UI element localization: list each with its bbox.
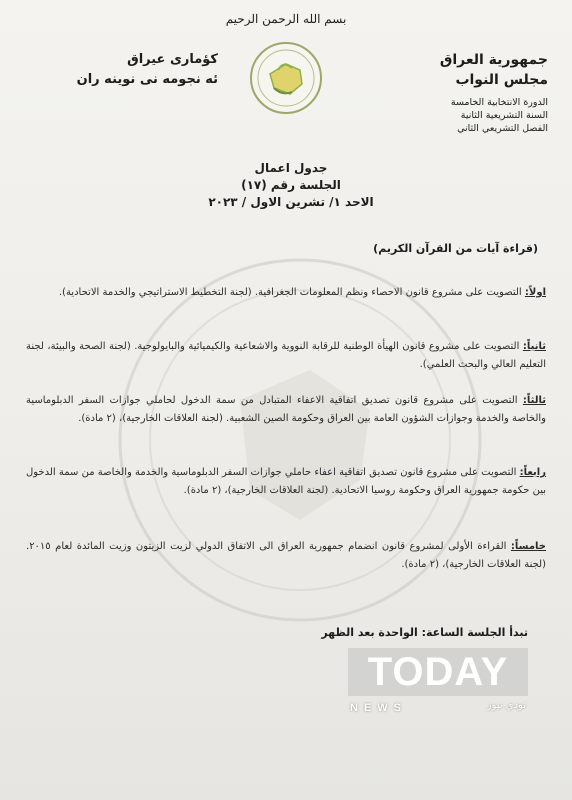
- kurdish-country-name: كؤمارى عيراق: [127, 52, 218, 67]
- legislative-chapter: الفصل التشريعي الثاني: [457, 123, 548, 134]
- header-right: [348, 50, 548, 135]
- today-news-tag: NEWS: [350, 702, 407, 714]
- electoral-term: الدورة الانتخابية الخامسة: [450, 97, 548, 108]
- bismillah: بسم الله الرحمن الرحيم: [225, 12, 347, 26]
- item-label: ثالثاً:: [522, 395, 546, 406]
- quran-reading: (قراءة آيات من القرآن الكريم): [373, 242, 538, 255]
- agenda-title: جدول اعمال: [254, 161, 328, 175]
- session-number: الجلسة رقم (١٧): [241, 178, 341, 192]
- agenda-item-5: [26, 538, 546, 574]
- item-label: خامساً:: [510, 541, 546, 552]
- item-label: اولاً:: [524, 287, 546, 298]
- item-text: القراءة الأولى لمشروع قانون انضمام جمهورية العراق الى الاتفاق الدولي لزيت الزيتون وزيت المائدة لعام ٢٠١٥. (لجنة العلاقات الخارجية)، (٢ مادة).: [26, 541, 546, 570]
- item-text: التصويت على مشروع قانون الهيأة الوطنية للرقابة النووية والاشعاعية والكيميائية والبايولوجية. (لجنة الصحة والبيئة، لجنة التعليم العالي والبحث العلمي).: [26, 341, 546, 370]
- item-label: رابعاً:: [519, 467, 546, 478]
- agenda-item-3: [26, 392, 546, 428]
- item-label: ثانياً:: [522, 341, 546, 352]
- legislative-year: السنة التشريعية الثانية: [460, 110, 548, 121]
- today-news-logo: [348, 648, 528, 720]
- item-text: التصويت على مشروع قانون الاحصاء ونظم المعلومات الجغرافية. (لجنة التخطيط الاستراتيجي والخدمة الاتحادية).: [58, 287, 522, 298]
- item-text: التصويت على مشروع قانون تصديق اتفاقية الاعفاء المتبادل من سمة الدخول لحاملي جوازات السفر الدبلوماسية والخاصة والخدمة وجوازات الشؤون العامة بين العراق وحكومة الصين الشعبية. (لجنة العلاقات الخارجية)، (٢ مادة).: [26, 395, 546, 424]
- agenda-item-4: [26, 464, 546, 500]
- header-left: [38, 50, 218, 90]
- session-start-time: تبدأ الجلسة الساعة: الواحدة بعد الظهر: [321, 626, 528, 639]
- kurdish-parliament-name: ئه نجومه نى نوينه ران: [76, 72, 218, 87]
- country-name: جمهورية العراق: [439, 52, 548, 68]
- item-text: التصويت على مشروع قانون تصديق اتفاقية اعفاء حاملي جوازات السفر الدبلوماسية والخدمة والخاصة من سمة الدخول بين حكومة جمهورية العراق وحكومة روسيا الاتحادية. (لجنة العلاقات الخارجية)، (٢ مادة).: [26, 467, 546, 496]
- parliament-logo: [248, 40, 324, 116]
- today-logo-text: TODAY: [367, 650, 509, 694]
- agenda-item-1: [26, 284, 546, 302]
- today-arabic-tag: تودي نيوز: [486, 700, 526, 711]
- agenda-block: [186, 160, 396, 211]
- session-date: الاحد ١/ تشرين الاول / ٢٠٢٣: [208, 195, 374, 209]
- agenda-item-2: [26, 338, 546, 374]
- parliament-name: مجلس النواب: [455, 72, 548, 88]
